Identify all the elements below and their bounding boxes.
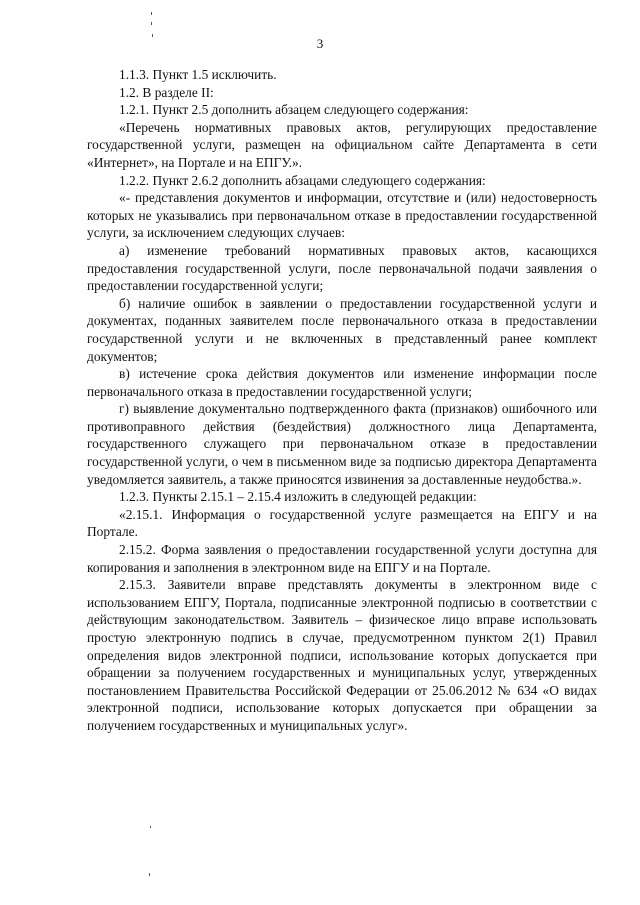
paragraph: г) выявление документально подтвержденного факта (признаков) ошибочного или противоправного действия (бездействия) должностного лица Департамента, государственного служащего при первоначальном отказе в предоставлении государственной услуги, о чем в письменном виде за подписью директора Департамента уведомляется заявитель, а также приносятся извинения за доставленные неудобства.». <box>87 401 597 487</box>
paragraph: 1.1.3. Пункт 1.5 исключить. <box>119 67 277 82</box>
scan-mark <box>149 873 150 876</box>
page-number: 3 <box>316 36 324 51</box>
document-body <box>87 66 597 735</box>
paragraph: «- представления документов и информации, отсутствие и (или) недостоверность которых не указывались при первоначальном отказе в предоставлении государственной услуги, за исключением следующих случаев: <box>87 190 597 241</box>
paragraph: в) истечение срока действия документов или изменение информации после первоначального отказа в предоставлении государственной услуги; <box>87 366 597 399</box>
paragraph: б) наличие ошибок в заявлении о предоставлении государственной услуги и документах, поданных заявителем после первоначального отказа в предоставлении государственной услуги и не включенных в представленный ранее комплект документов; <box>87 295 597 364</box>
paragraph: «2.15.1. Информация о государственной услуге размещается на ЕПГУ и на Портале. <box>87 506 597 540</box>
scan-mark <box>151 12 152 15</box>
paragraph: 1.2. В разделе II: <box>119 84 214 100</box>
paragraph: 1.2.2. Пункт 2.6.2 дополнить абзацами следующего содержания: <box>119 172 486 188</box>
paragraph: 1.2.1. Пункт 2.5 дополнить абзацем следующего содержания: <box>119 102 469 118</box>
paragraph: 1.2.3. Пункты 2.15.1 – 2.15.4 изложить в следующей редакции: <box>119 489 477 505</box>
paragraph: 2.15.2. Форма заявления о предоставлении государственной услуги доступна для копирования и заполнения в электронном виде на ЕПГУ и на Портале. <box>87 542 597 575</box>
paragraph: а) изменение требований нормативных правовых актов, касающихся предоставления государственной услуги, после первоначальной подачи заявления о предоставлении государственной услуги; <box>87 242 597 294</box>
scan-mark <box>150 826 151 828</box>
paragraph: 2.15.3. Заявители вправе представлять документы в электронном виде с использованием ЕПГУ, Портала, подписанные электронной подписью в соответствии с действующим законодательством. Заявитель – физическое лицо вправе использовать простую электронную подпись в случае, предусмотренном пунктом 2(1) Правил определения видов электронной подписи, использование которых допускается при обращении за получением государственных и муниципальных услуг, утвержденных постановлением Правительства Российской Федерации от 25.06.2012 № 634 «О видах электронной подписи, использование которых допускается при обращении за получением государственных и муниципальных услуг». <box>87 577 597 733</box>
paragraph: «Перечень нормативных правовых актов, регулирующих предоставление государственной услуги, размещен на официальном сайте Департамента в сети «Интернет», на Портале и на ЕПГУ.». <box>87 119 597 170</box>
scan-mark <box>151 22 152 25</box>
